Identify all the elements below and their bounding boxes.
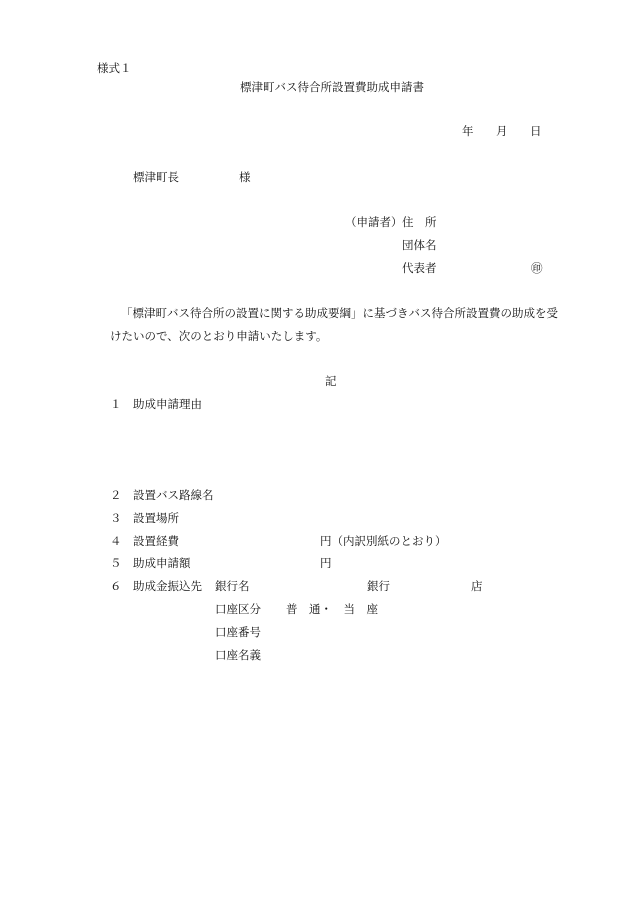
date-month: 月	[496, 124, 508, 138]
item-5-label: 助成申請額	[133, 556, 191, 570]
item-2-number: ２	[110, 488, 122, 502]
item-5-number: ５	[110, 556, 122, 570]
seal-mark: ㊞	[531, 261, 543, 275]
item-3-number: ３	[110, 511, 122, 525]
date-year: 年	[462, 124, 474, 138]
body-text-line-1: 「標津町バス待合所の設置に関する助成要綱」に基づきバス待合所設置費の助成を受	[121, 306, 558, 320]
item-2-label: 設置バス路線名	[133, 488, 214, 502]
account-type-options: 普 通・ 当 座	[286, 602, 378, 616]
applicant-rep-label: 代表者	[402, 261, 437, 275]
addressee-honorific: 様	[239, 170, 251, 184]
item-1-label: 助成申請理由	[133, 397, 202, 411]
item-4-suffix: 円（内訳別紙のとおり）	[320, 534, 447, 548]
ki-heading: 記	[325, 374, 337, 388]
branch-suffix: 店	[471, 579, 483, 593]
item-6-number: ６	[110, 579, 122, 593]
item-6-label: 助成金振込先	[133, 579, 202, 593]
body-text-line-2: けたいので、次のとおり申請いたします。	[110, 329, 328, 343]
form-number: 様式１	[97, 61, 132, 75]
bank-name-label: 銀行名	[215, 579, 250, 593]
account-type-label: 口座区分	[215, 602, 261, 616]
applicant-role: （申請者）	[345, 215, 403, 229]
item-4-label: 設置経費	[133, 534, 179, 548]
item-1-number: １	[110, 397, 122, 411]
account-number-label: 口座番号	[215, 625, 261, 639]
applicant-org-label: 団体名	[402, 238, 437, 252]
item-4-number: ４	[110, 534, 122, 548]
addressee-name: 標津町長	[133, 170, 179, 184]
account-name-label: 口座名義	[215, 648, 261, 662]
bank-suffix: 銀行	[367, 579, 390, 593]
applicant-address-label: 住 所	[402, 215, 437, 229]
form-title: 標津町バス待合所設置費助成申請書	[240, 80, 424, 94]
item-3-label: 設置場所	[133, 511, 179, 525]
item-5-suffix: 円	[320, 556, 332, 570]
date-day: 日	[530, 124, 542, 138]
